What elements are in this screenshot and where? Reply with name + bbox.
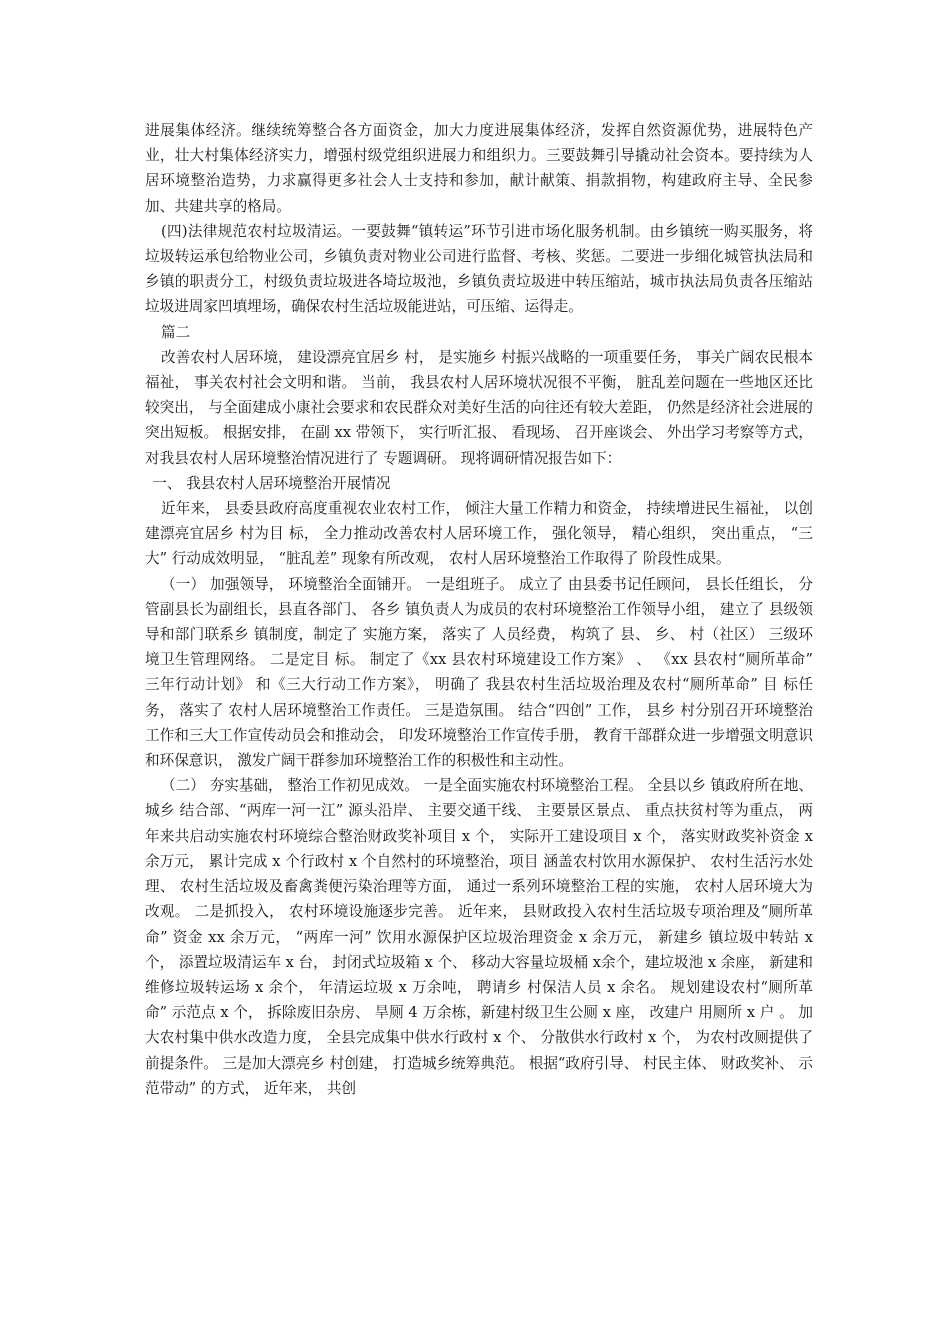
document-page: [145, 118, 813, 1101]
paragraph-solid-foundation: （二） 夯实基础， 整治工作初见成效。 一是全面实施农村环境整治工程。 全县以乡 镇政府所在地、 城乡 结合部、“两库一河一江” 源头沿岸、 主要交通干线、 主要景区景点、 重点扶贫村等为重点， 两年来共启动实施农村环境综合整治财政奖补项目 x 个， 实际开工建设项目 x 个， 落实财政奖补资金 x 余万元， 累计完成 x 个行政村 x 个自然村的环境整治，项目 涵盖农村饮用水源保护、 农村生活污水处理、 农村生活垃圾及畜禽粪便污染治理等方面， 通过一系列环境整治工程的实施， 农村人居环境大为改观。 二是抓投入， 农村环境设施逐步完善。 近年来， 县财政投入农村生活垃圾专项治理及“厕所革命” 资金 xx 余万元， “两库一河” 饮用水源保护区垃圾治理资金 x 余万元， 新建乡 镇垃圾中转站 x 个， 添置垃圾清运车 x 台， 封闭式垃圾箱 x 个、 移动大容量垃圾桶 x余个，建垃圾池 x 余座， 新建和维修垃圾转运场 x 余个， 年清运垃圾 x 万余吨， 聘请乡 村保洁人员 x 余名。 规划建设农村“厕所革命” 示范点 x 个， 拆除废旧杂房、 旱厕 4 万余栋，新建村级卫生公厕 x 座， 改建户 用厕所 x 户 。 加大农村集中供水改造力度， 全县完成集中供水行政村 x 个、 分散供水行政村 x 个， 为农村改厕提供了 前提条件。 三是加大漂亮乡 村创建， 打造城乡统筹典范。 根据“政府引导、 村民主体、 财政奖补、 示范带动” 的方式， 近年来， 共创: [145, 777, 813, 1097]
paragraph-garbage-clearance: (四)法律规范农村垃圾清运。一要鼓舞“镇转运”环节引进市场化服务机制。由乡镇统一购买服务，将垃圾转运承包给物业公司，乡镇负责对物业公司进行监督、考核、奖惩。二要进一步细化城管执法局和乡镇的职责分工，村级负责垃圾进各埼垃圾池，乡镇负责垃圾进中转压缩站，城市执法局负责各压缩站垃圾进周家凹填埋场，确保农村生活垃圾能进站，可压缩、运得走。: [145, 222, 813, 316]
paragraph-recent-years: 近年来， 县委县政府高度重视农业农村工作， 倾注大量工作精力和资金， 持续增进民生福祉， 以创建漂亮宜居乡 村为目 标， 全力推动改善农村人居环境工作， 强化领导， 精心组织， 突出重点， “三大” 行动成效明显， “脏乱差” 现象有所改观， 农村人居环境整治工作取得了 阶段性成果。: [145, 500, 813, 568]
paragraph-collective-economy: 进展集体经济。继续统筹整合各方面资金，加大力度进展集体经济，发挥自然资源优势，进展特色产业，壮大村集体经济实力，增强村级党组织进展力和组织力。三要鼓舞引导撬动社会资本。要持续为人居环境整治造势，力求赢得更多社会人士支持和参加，献计献策、捐款捐物，构建政府主导、全民参加、共建共享的格局。: [145, 122, 813, 215]
section-heading-part-two: 篇二: [161, 323, 191, 341]
paragraph-introduction: 改善农村人居环境， 建设漂亮宜居乡 村， 是实施乡 村振兴战略的一项重要任务， 事关广阔农民根本福祉， 事关农村社会文明和谐。 当前， 我县农村人居环境状况很不平衡， 脏乱差问题在一些地区还比较突出， 与全面建成小康社会要求和农民群众对美好生活的向往还有较大差距， 仍然是经济社会进展的突出短板。 根据安排， 在副 xx 带领下， 实行听汇报、 看现场、 召开座谈会、 外出学习考察等方式， 对我县农村人居环境整治情况进行了 专题调研。 现将调研情况报告如下：: [145, 348, 813, 467]
section-heading-one: 一、 我县农村人居环境整治开展情况: [152, 474, 391, 492]
paragraph-strengthen-leadership: （一） 加强领导， 环境整治全面铺开。 一是组班子。 成立了 由县委书记任顾问， 县长任组长， 分管副县长为副组长，县直各部门、 各乡 镇负责人为成员的农村环境整治工作领导小组， 建立了 县级领导和部门联系乡 镇制度，制定了 实施方案， 落实了 人员经费， 构筑了 县、 乡、 村（社区） 三级环境卫生管理网络。 二是定目 标。 制定了《xx 县农村环境建设工作方案》 、 《xx 县农村“厕所革命” 三年行动计划》 和《三大行动工作方案》， 明确了 我县农村生活垃圾治理及农村“厕所革命” 目 标任务， 落实了 农村人居环境整治工作责任。 三是造氛围。 结合“四创” 工作， 县乡 村分别召开环境整治工作和三大工作宣传动员会和推动会， 印发环境整治工作宣传手册， 教育干部群众进一步增强文明意识和环保意识， 激发广阔干群参加环境整治工作的积极性和主动性。: [145, 575, 813, 770]
